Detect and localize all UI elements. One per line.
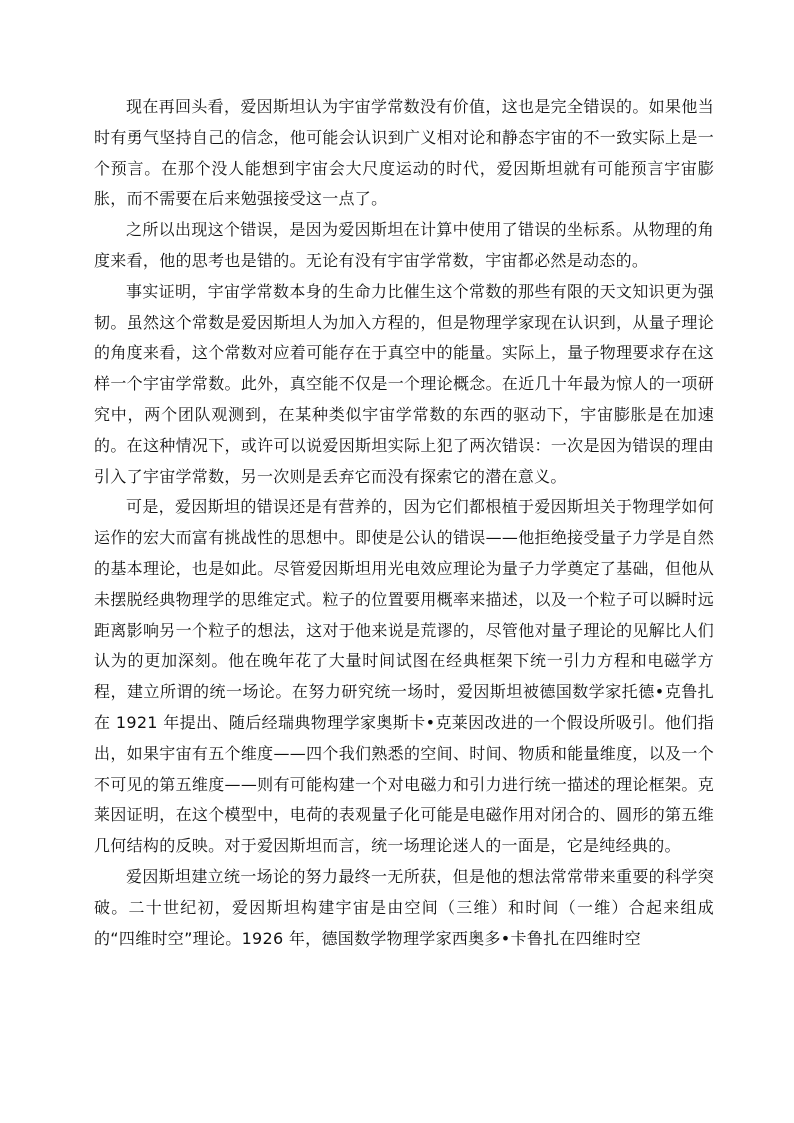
article-body bbox=[94, 92, 714, 954]
paragraph-5: 爱因斯坦建立统一场论的努力最终一无所获，但是他的想法常常带来重要的科学突破。二十世纪初，爱因斯坦构建宇宙是由空间（三维）和时间（一维）合起来组成的“四维时空”理论。1926 年，德国数学物理学家西奥多•卡鲁扎在四维时空 bbox=[94, 866, 714, 948]
paragraph-3: 事实证明，宇宙学常数本身的生命力比催生这个常数的那些有限的天文知识更为强韧。虽然这个常数是爱因斯坦人为加入方程的，但是物理学家现在认识到，从量子理论的角度来看，这个常数对应着可能存在于真空中的能量。实际上，量子物理要求存在这样一个宇宙学常数。此外，真空能不仅是一个理论概念。在近几十年最为惊人的一项研究中，两个团队观测到，在某种类似宇宙学常数的东西的驱动下，宇宙膨胀是在加速的。在这种情况下，或许可以说爱因斯坦实际上犯了两次错误：一次是因为错误的理由引入了宇宙学常数，另一次则是丢弃它而没有探索它的潜在意义。 bbox=[94, 281, 714, 486]
paragraph-1: 现在再回头看，爱因斯坦认为宇宙学常数没有价值，这也是完全错误的。如果他当时有勇气坚持自己的信念，他可能会认识到广义相对论和静态宇宙的不一致实际上是一个预言。在那个没人能想到宇宙会大尺度运动的时代，爱因斯坦就有可能预言宇宙膨胀，而不需要在后来勉强接受这一点了。 bbox=[94, 97, 714, 209]
paragraph-4: 可是，爱因斯坦的错误还是有营养的，因为它们都根植于爱因斯坦关于物理学如何运作的宏大而富有挑战性的思想中。即使是公认的错误——他拒绝接受量子力学是自然的基本理论，也是如此。尽管爱因斯坦用光电效应理论为量子力学奠定了基础，但他从未摆脱经典物理学的思维定式。粒子的位置要用概率来描述，以及一个粒子可以瞬时远距离影响另一个粒子的想法，这对于他来说是荒谬的，尽管他对量子理论的见解比人们认为的更加深刻。他在晚年花了大量时间试图在经典框架下统一引力方程和电磁学方程，建立所谓的统一场论。在努力研究统一场时，爱因斯坦被德国数学家托德•克鲁扎在 1921 年提出、随后经瑞典物理学家奥斯卡•克莱因改进的一个假设所吸引。他们指出，如果宇宙有五个维度——四个我们熟悉的空间、时间、物质和能量维度，以及一个不可见的第五维度——则有可能构建一个对电磁力和引力进行统一描述的理论框架。克莱因证明，在这个模型中，电荷的表观量子化可能是电磁作用对闭合的、圆形的第五维几何结构的反映。对于爱因斯坦而言，统一场理论迷人的一面是，它是纯经典的。 bbox=[94, 497, 714, 856]
paragraph-2: 之所以出现这个错误，是因为爱因斯坦在计算中使用了错误的坐标系。从物理的角度来看，他的思考也是错的。无论有没有宇宙学常数，宇宙都必然是动态的。 bbox=[94, 220, 714, 270]
